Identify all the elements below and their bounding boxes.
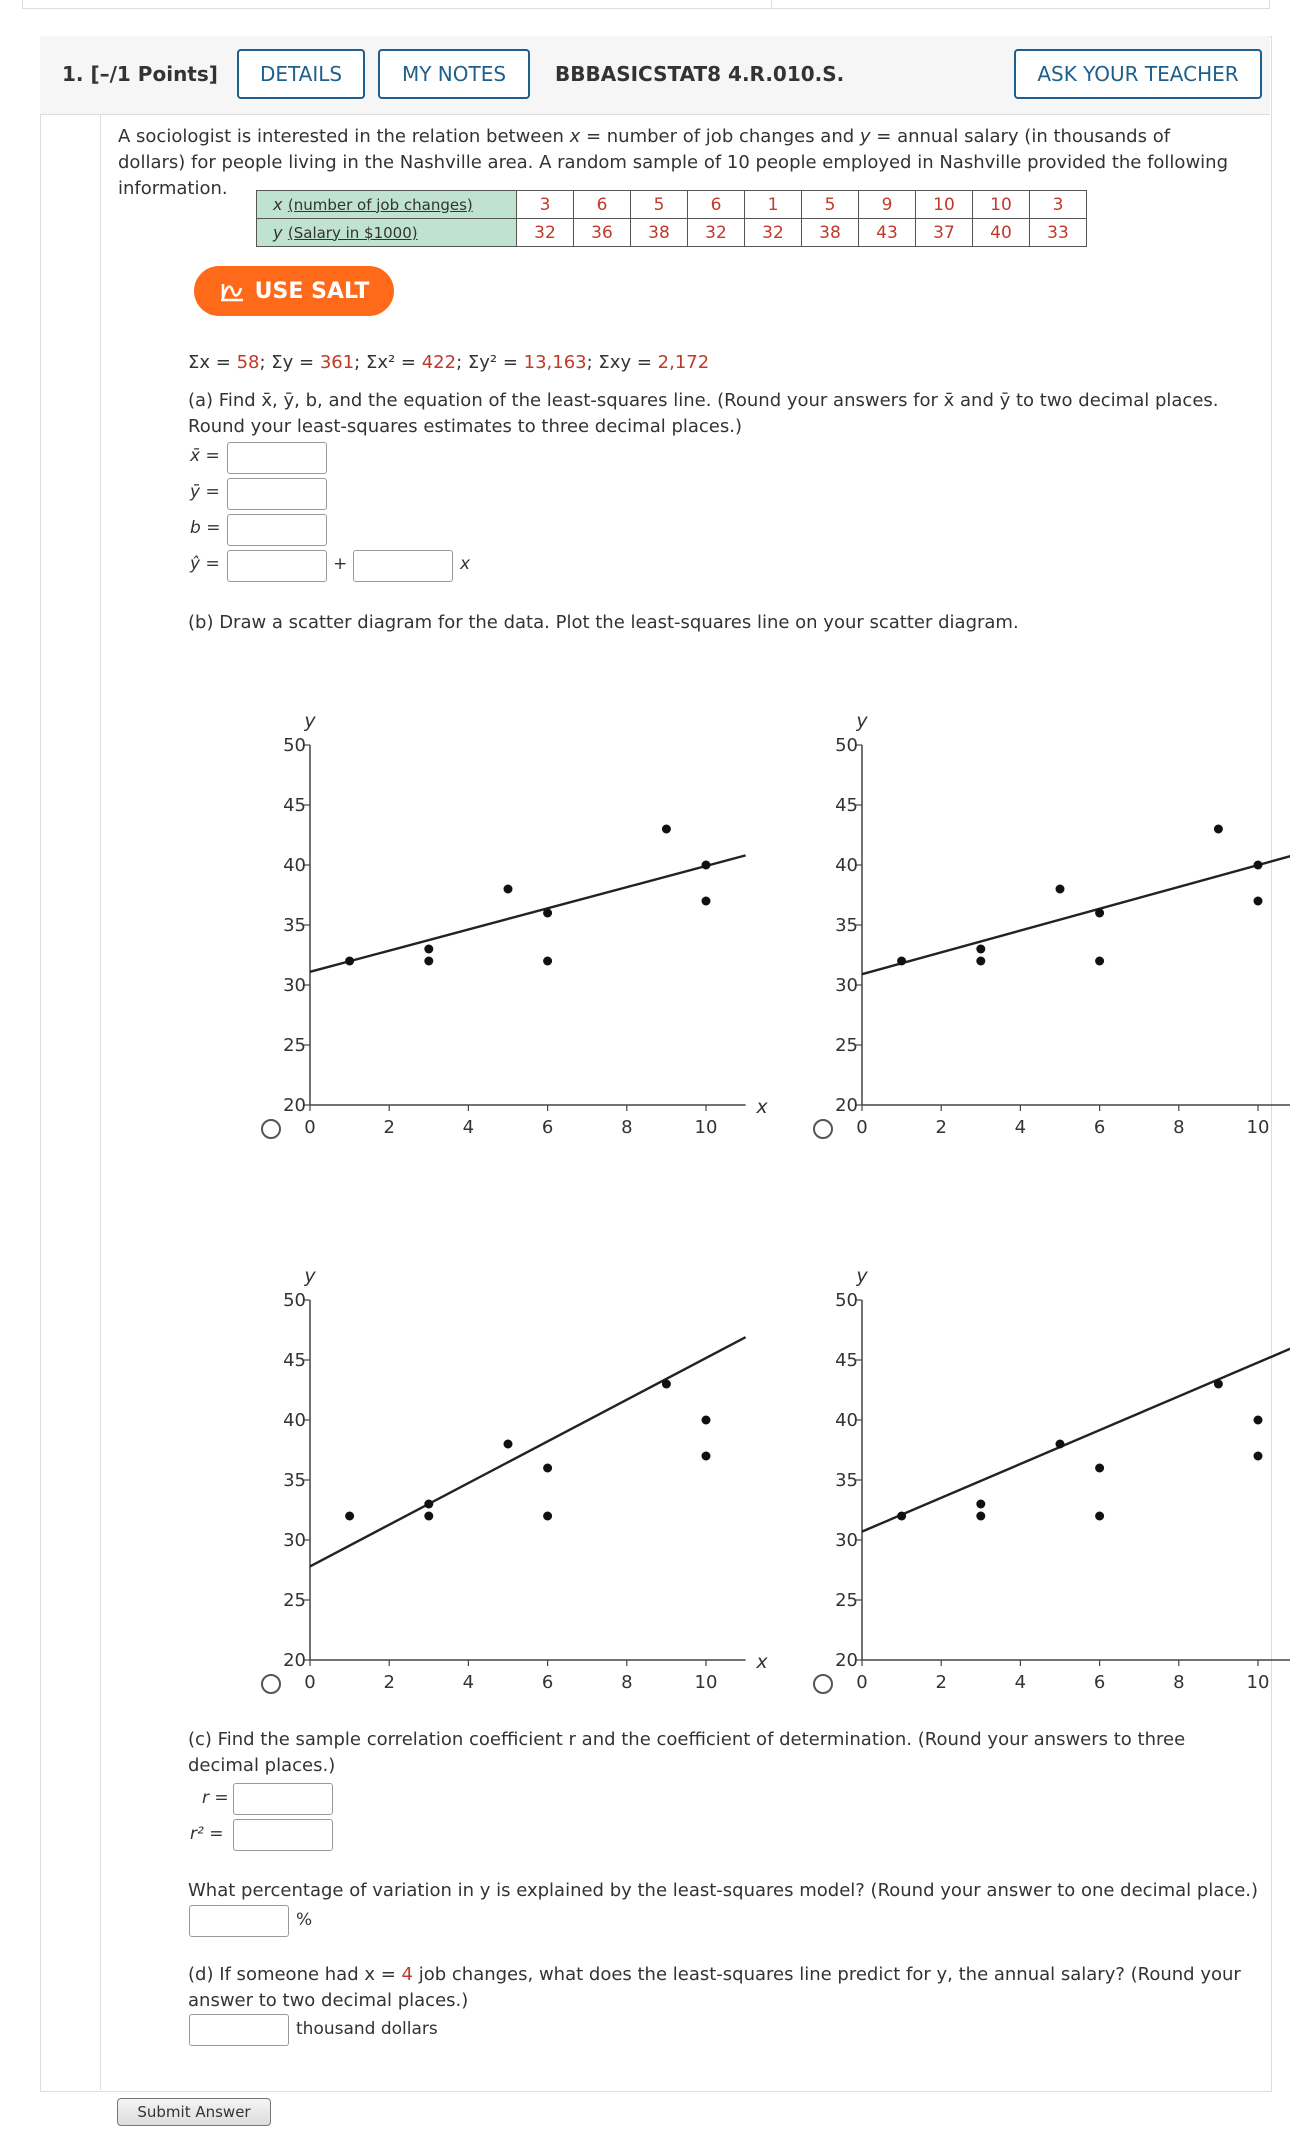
least-squares-line	[862, 1346, 1290, 1532]
x-cell: 5	[631, 191, 688, 219]
b-input[interactable]	[227, 514, 327, 546]
x-tick-label: 0	[304, 1672, 316, 1693]
x-axis-label: x	[756, 1096, 768, 1118]
y-tick-label: 50	[835, 1290, 858, 1311]
y-axis-label: y	[304, 710, 316, 732]
x-cell: 10	[916, 191, 973, 219]
data-point	[543, 909, 552, 918]
option-3-radio[interactable]	[261, 1674, 281, 1694]
data-point	[1214, 825, 1223, 834]
data-point	[345, 957, 354, 966]
part-a-text: (a) Find x̄, ȳ, b, and the equation of the least-squares line. (Round your answers for x̄ and ȳ to two decimal places. Round your least-squares estimates to three decimal places.)	[188, 390, 1219, 437]
problem-statement: A sociologist is interested in the relation between x = number of job changes and y = annual salary (in thousands of dollars) for people living in the Nashville area. A random sample of 10 people employed in Nashville provided the following information.	[118, 126, 1228, 199]
scatter-option-1	[230, 645, 770, 1145]
x-tick-label: 4	[1014, 1117, 1027, 1138]
y-cell: 32	[688, 219, 745, 247]
data-point	[543, 1512, 552, 1521]
x-tick-label: 6	[541, 1672, 554, 1693]
y-axis-label: y	[856, 710, 868, 732]
x-tick-label: 2	[383, 1117, 395, 1138]
data-point	[702, 1452, 711, 1461]
summary-statistics: Σx = 58; Σy = 361; Σx² = 422; Σy² = 13,163; Σxy = 2,172	[188, 352, 710, 373]
x-cell: 3	[1030, 191, 1087, 219]
least-squares-line	[862, 854, 1290, 974]
y-tick-label: 20	[283, 1095, 306, 1116]
x-tick-label: 8	[1173, 1672, 1185, 1693]
data-point	[1254, 1416, 1263, 1425]
x-tick-label: 8	[621, 1672, 633, 1693]
x-cell: 9	[859, 191, 916, 219]
y-tick-label: 30	[835, 975, 858, 996]
data-point	[1056, 1440, 1065, 1449]
y-tick-label: 40	[835, 1410, 858, 1431]
y-tick-label: 45	[283, 795, 306, 816]
y-tick-label: 20	[835, 1095, 858, 1116]
data-point	[424, 1500, 433, 1509]
yhat-slope-input[interactable]	[353, 550, 453, 582]
x-cell: 10	[973, 191, 1030, 219]
r2-label: r² =	[190, 1824, 224, 1844]
y-tick-label: 25	[283, 1590, 306, 1611]
y-cell: 32	[745, 219, 802, 247]
r-label: r =	[202, 1788, 229, 1808]
part-d-text: (d) If someone had x = 4 job changes, what does the least-squares line predict for y, the annual salary? (Round your answer to two decimal places.)	[188, 1964, 1241, 2011]
data-point	[424, 957, 433, 966]
y-tick-label: 50	[283, 735, 306, 756]
data-point	[1095, 909, 1104, 918]
y-cell: 43	[859, 219, 916, 247]
data-point	[1095, 957, 1104, 966]
x-tick-label: 6	[1093, 1672, 1106, 1693]
x-tick-label: 8	[621, 1117, 633, 1138]
percentage-input[interactable]	[189, 1905, 289, 1937]
data-point	[1095, 1464, 1104, 1473]
x-tick-label: 8	[1173, 1117, 1185, 1138]
r2-input[interactable]	[233, 1819, 333, 1851]
y-tick-label: 35	[835, 915, 858, 936]
question-id: BBBASICSTAT8 4.R.010.S.	[555, 62, 845, 86]
use-salt-button[interactable]: USE SALT	[194, 266, 394, 316]
percent-unit: %	[296, 1910, 313, 1930]
y-tick-label: 30	[283, 1530, 306, 1551]
least-squares-line	[310, 1337, 746, 1566]
y-tick-label: 45	[835, 1350, 858, 1371]
data-point	[662, 1380, 671, 1389]
x-tick-label: 10	[694, 1672, 718, 1693]
y-tick-label: 20	[283, 1650, 306, 1671]
data-point	[345, 1512, 354, 1521]
x-tick-label: 6	[1093, 1117, 1106, 1138]
x-tick-label: 4	[462, 1117, 475, 1138]
x-tick-label: 4	[462, 1672, 475, 1693]
option-1-radio[interactable]	[261, 1119, 281, 1139]
y-tick-label: 40	[835, 855, 858, 876]
x-tick-label: 10	[694, 1117, 718, 1138]
top-frame	[22, 0, 1270, 9]
option-4-radio[interactable]	[813, 1674, 833, 1694]
data-point	[1095, 1512, 1104, 1521]
x-cell: 5	[802, 191, 859, 219]
x-axis-label: x	[756, 1651, 768, 1673]
data-point	[702, 1416, 711, 1425]
x-tick-label: 6	[541, 1117, 554, 1138]
x-variable: x	[460, 554, 471, 574]
y-tick-label: 50	[835, 735, 858, 756]
prediction-input[interactable]	[189, 2014, 289, 2046]
y-tick-label: 25	[283, 1035, 306, 1056]
y-axis-label: y	[856, 1265, 868, 1287]
data-point	[702, 897, 711, 906]
x-tick-label: 10	[1246, 1672, 1270, 1693]
data-point	[976, 957, 985, 966]
y-cell: 40	[973, 219, 1030, 247]
y-cell: 37	[916, 219, 973, 247]
y-tick-label: 45	[835, 795, 858, 816]
data-point	[897, 957, 906, 966]
data-point	[543, 957, 552, 966]
ybar-input[interactable]	[227, 478, 327, 510]
x-tick-label: 4	[1014, 1672, 1027, 1693]
scatter-option-3	[230, 1200, 770, 1700]
scatter-option-2	[782, 645, 1290, 1145]
x-tick-label: 0	[304, 1117, 316, 1138]
x-tick-label: 2	[935, 1672, 947, 1693]
y-axis-label: y	[304, 1265, 316, 1287]
x-tick-label: 0	[856, 1117, 868, 1138]
y-cell: 36	[574, 219, 631, 247]
data-point	[424, 945, 433, 954]
percentage-question: What percentage of variation in y is explained by the least-squares model? (Round your answer to one decimal place.)	[188, 1880, 1259, 1901]
my-notes-button[interactable]: MY NOTES	[378, 49, 530, 99]
y-tick-label: 35	[283, 915, 306, 936]
y-tick-label: 40	[283, 855, 306, 876]
data-point	[662, 825, 671, 834]
salt-chart-icon	[219, 280, 245, 302]
y-tick-label: 35	[283, 1470, 306, 1491]
ask-your-teacher-button[interactable]: ASK YOUR TEACHER	[1014, 49, 1262, 99]
y-cell: 32	[517, 219, 574, 247]
data-point	[1254, 1452, 1263, 1461]
y-tick-label: 35	[835, 1470, 858, 1491]
y-tick-label: 25	[835, 1035, 858, 1056]
question-number: 1. [–/1 Points]	[62, 62, 218, 86]
y-row-label: y (Salary in $1000)	[257, 219, 517, 247]
r-input[interactable]	[233, 1783, 333, 1815]
y-tick-label: 50	[283, 1290, 306, 1311]
data-table	[256, 190, 1087, 247]
x-cell: 6	[574, 191, 631, 219]
y-tick-label: 25	[835, 1590, 858, 1611]
data-point	[543, 1464, 552, 1473]
submit-answer-button[interactable]: Submit Answer	[117, 2098, 271, 2126]
data-point	[504, 885, 513, 894]
y-cell: 38	[802, 219, 859, 247]
option-2-radio[interactable]	[813, 1119, 833, 1139]
y-cell: 33	[1030, 219, 1087, 247]
yhat-intercept-input[interactable]	[227, 550, 327, 582]
data-point	[976, 945, 985, 954]
data-point	[976, 1512, 985, 1521]
x-tick-label: 10	[1246, 1117, 1270, 1138]
y-tick-label: 20	[835, 1650, 858, 1671]
least-squares-line	[310, 855, 746, 971]
data-point	[897, 1512, 906, 1521]
data-point	[504, 1440, 513, 1449]
scatter-option-4	[782, 1200, 1290, 1700]
details-button[interactable]: DETAILS	[237, 49, 365, 99]
x-tick-label: 2	[383, 1672, 395, 1693]
y-tick-label: 45	[283, 1350, 306, 1371]
ybar-label: ȳ =	[190, 482, 220, 502]
y-cell: 38	[631, 219, 688, 247]
xbar-input[interactable]	[227, 442, 327, 474]
part-b-text: (b) Draw a scatter diagram for the data. Plot the least-squares line on your scatter diagram.	[188, 612, 1019, 633]
x-cell: 3	[517, 191, 574, 219]
x-tick-label: 0	[856, 1672, 868, 1693]
data-point	[1254, 897, 1263, 906]
prediction-unit: thousand dollars	[296, 2019, 438, 2039]
data-point	[1254, 861, 1263, 870]
data-point	[424, 1512, 433, 1521]
plus-sign: +	[333, 554, 348, 574]
y-tick-label: 30	[835, 1530, 858, 1551]
b-label: b =	[190, 518, 221, 538]
data-point	[1056, 885, 1065, 894]
y-tick-label: 40	[283, 1410, 306, 1431]
data-point	[702, 861, 711, 870]
x-cell: 6	[688, 191, 745, 219]
data-point	[976, 1500, 985, 1509]
y-tick-label: 30	[283, 975, 306, 996]
data-point	[1214, 1380, 1223, 1389]
yhat-label: ŷ =	[190, 554, 220, 574]
xbar-label: x̄ =	[190, 446, 220, 466]
x-tick-label: 2	[935, 1117, 947, 1138]
part-c-text: (c) Find the sample correlation coefficient r and the coefficient of determination. (Round your answers to three decimal places.)	[188, 1729, 1186, 1776]
x-cell: 1	[745, 191, 802, 219]
x-row-label: x (number of job changes)	[257, 191, 517, 219]
